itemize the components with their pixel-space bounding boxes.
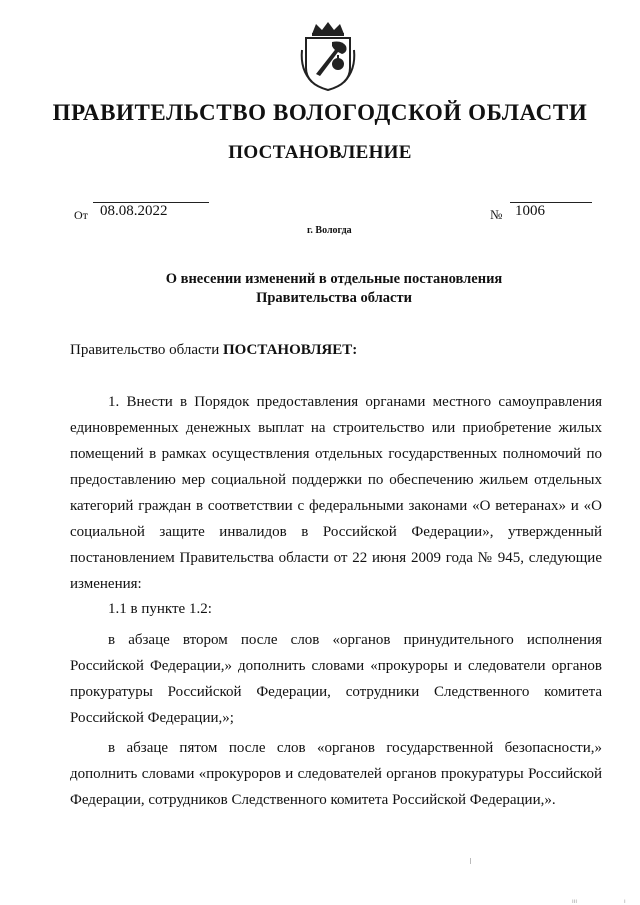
- preamble-keyword: ПОСТАНОВЛЯЕТ:: [222, 342, 358, 358]
- city-label: г. Вологда: [307, 225, 352, 236]
- subject-line-1: О внесении изменений в отдельные постановления: [165, 271, 503, 287]
- footer-mark: ııı: [572, 898, 578, 905]
- number-label: №: [490, 207, 503, 222]
- organization-title: ПРАВИТЕЛЬСТВО ВОЛОГОДСКОЙ ОБЛАСТИ: [52, 100, 588, 125]
- scan-mark: [470, 858, 471, 864]
- paragraph-abzac-5: в абзаце пятом после слов «органов государственной безопасности,» дополнить словами «прокуроров и следователей органов прокуратуры Российской Федерации, сотрудников Следственного комитета Российской Федерации,».: [70, 740, 602, 808]
- document-date: 08.08.2022: [100, 203, 168, 219]
- paragraph-abzac-2: в абзаце втором после слов «органов принудительного исполнения Российской Федерации,» дополнить словами «прокуроры и следователи органов прокуратуры Российской Федерации, сотрудники Следственного комитета Российской Федерации,»;: [70, 632, 602, 726]
- date-label: От: [74, 208, 88, 222]
- subject-line-2: Правительства области: [256, 290, 412, 306]
- paragraph-1-1: 1.1 в пункте 1.2:: [108, 601, 212, 617]
- paragraph-1: 1. Внести в Порядок предоставления органами местного самоуправления единовременных денежных выплат на строительство или приобретение жилых помещений в рамках осуществления отдельных государственных полномочий по предоставлению мер социальной поддержки по обеспечению жильем отдельных категорий граждан в соответствии с федеральными законами «О ветеранах» и «О социальной защите инвалидов в Российской Федерации», утвержденный постановлением Правительства области от 22 июня 2009 года № 945, следующие изменения:: [70, 394, 602, 592]
- footer-mark-2: ı: [624, 898, 626, 905]
- document-type: ПОСТАНОВЛЕНИЕ: [228, 142, 412, 163]
- document-subject: [0, 270, 640, 308]
- preamble: [70, 342, 357, 359]
- vologda-region-coat-of-arms-icon: [298, 20, 358, 92]
- preamble-text: Правительство области: [70, 342, 223, 358]
- document-number: 1006: [515, 203, 545, 219]
